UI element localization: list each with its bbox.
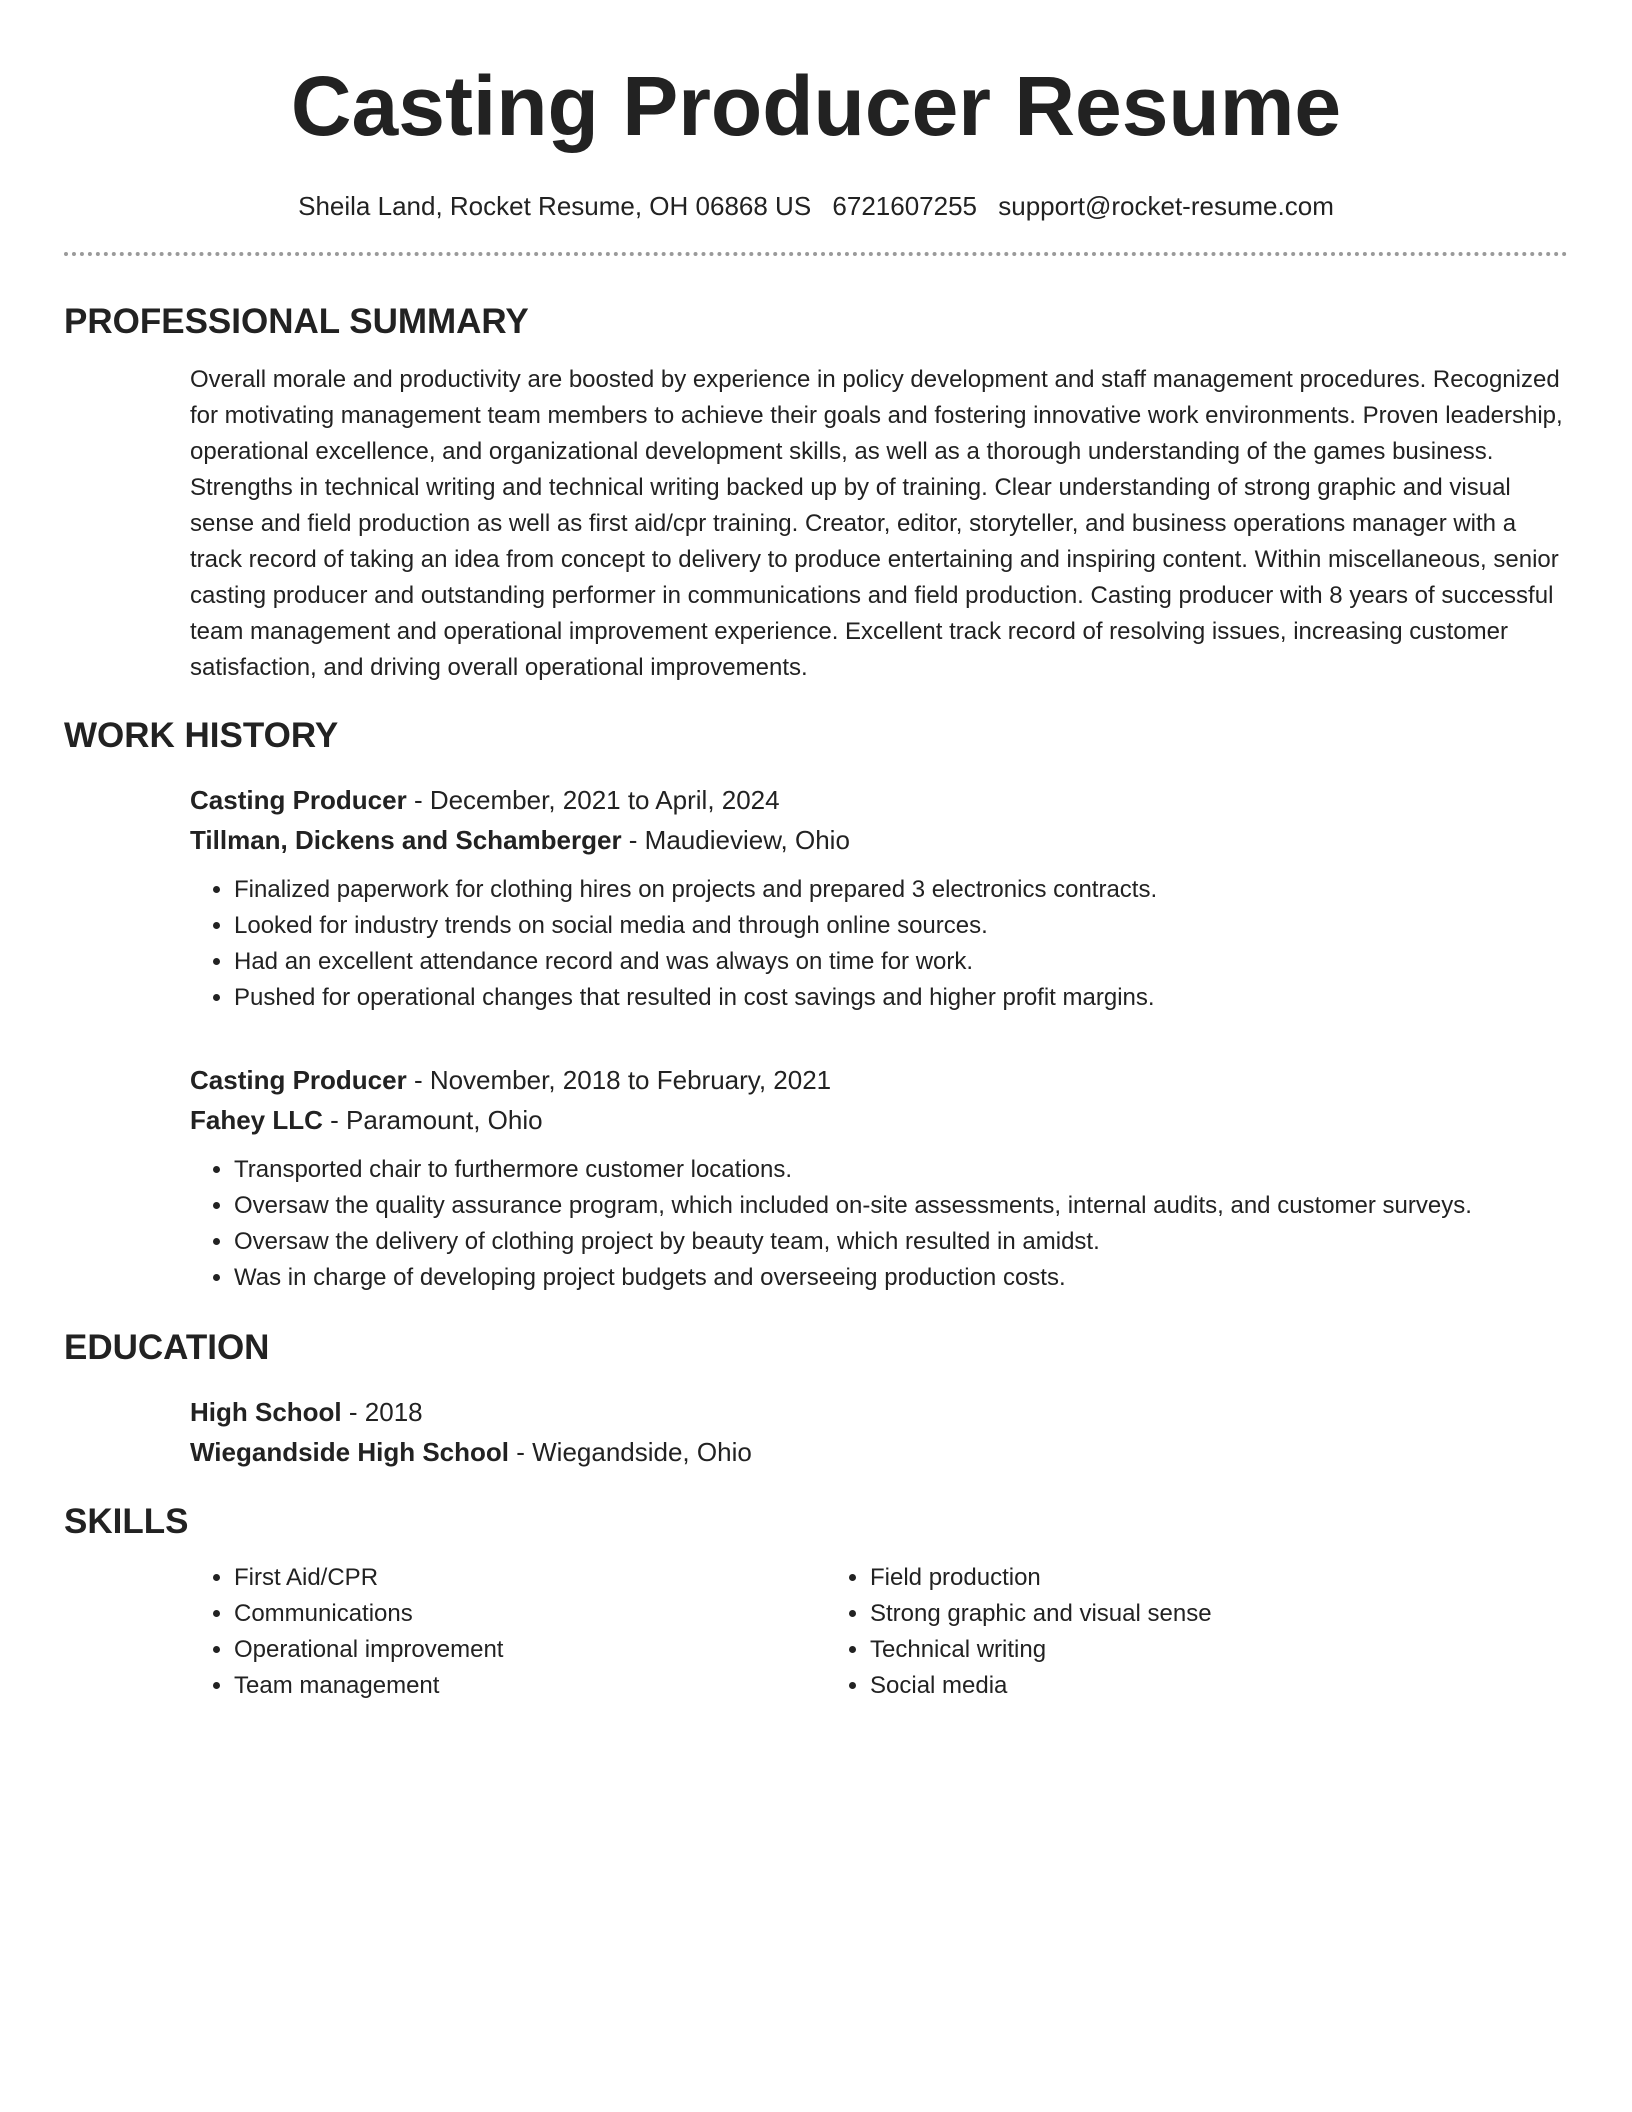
skills-heading: SKILLS: [64, 1502, 189, 1541]
job-location: - Paramount, Ohio: [322, 1105, 543, 1135]
education-school: Wiegandside High School: [190, 1437, 510, 1467]
skill-item: • Strong graphic and visual sense: [870, 1596, 1462, 1632]
education-school-line: [190, 1432, 1568, 1472]
job-duty: • Transported chair to furthermore customer locations.: [234, 1152, 1568, 1188]
job-duty: • Was in charge of developing project budgets and overseeing production costs.: [234, 1260, 1568, 1296]
summary-text: Overall morale and productivity are boosted by experience in policy development and staff management procedures. Recognized for motivating management team members to achieve their goals and fostering innovative work environments. Proven leadership, operational excellence, and organizational development skills, as well as a thorough understanding of the games business. Strengths in technical writing and technical writing backed up by of training. Clear understanding of strong graphic and visual sense and field production as well as first aid/cpr training. Creator, editor, storyteller, and business operations manager with a track record of taking an idea from concept to delivery to produce entertaining and inspiring content. Within miscellaneous, senior casting producer and outstanding performer in communications and field production. Casting producer with 8 years of successful team management and operational improvement experience. Excellent track record of resolving issues, increasing customer satisfaction, and driving overall operational improvements.: [190, 366, 1563, 681]
job-company-line: [190, 1100, 1568, 1140]
education-heading: EDUCATION: [64, 1328, 270, 1367]
skill-item: • Communications: [234, 1596, 826, 1632]
job-entry: [190, 780, 1568, 1016]
job-duties-list: [190, 1152, 1568, 1296]
header-divider: [64, 252, 1568, 256]
job-entry: [190, 1060, 1568, 1296]
education-year: - 2018: [341, 1397, 423, 1427]
job-title-line: [190, 1060, 1568, 1100]
job-title: Casting Producer: [190, 1065, 407, 1095]
education-degree: High School: [190, 1397, 342, 1427]
summary-heading: PROFESSIONAL SUMMARY: [64, 302, 529, 341]
job-company: Tillman, Dickens and Schamberger: [190, 825, 622, 855]
skill-item: • Social media: [870, 1668, 1462, 1704]
skill-item: • First Aid/CPR: [234, 1560, 826, 1596]
job-duties-list: [190, 872, 1568, 1016]
contact-phone: 6721607255: [832, 191, 978, 221]
page-title: Casting Producer Resume: [290, 59, 1342, 153]
skill-item: • Team management: [234, 1668, 826, 1704]
education-location: - Wiegandside, Ohio: [509, 1437, 752, 1467]
education-entry: [190, 1392, 1568, 1472]
skill-item: • Field production: [870, 1560, 1462, 1596]
skills-grid: [190, 1560, 1568, 1704]
job-company-line: [190, 820, 1568, 860]
job-duty: • Finalized paperwork for clothing hires on projects and prepared 3 electronics contracts.: [234, 872, 1568, 908]
contact-email: support@rocket-resume.com: [998, 191, 1334, 221]
job-duty: • Oversaw the delivery of clothing project by beauty team, which resulted in amidst.: [234, 1224, 1568, 1260]
job-title: Casting Producer: [190, 785, 407, 815]
skills-column-left: [190, 1560, 826, 1704]
education-degree-line: [190, 1392, 1568, 1432]
job-company: Fahey LLC: [190, 1105, 323, 1135]
job-duty: • Had an excellent attendance record and was always on time for work.: [234, 944, 1568, 980]
contact-line: [64, 190, 1568, 222]
contact-address: Sheila Land, Rocket Resume, OH 06868 US: [298, 191, 812, 221]
job-location: - Maudieview, Ohio: [621, 825, 850, 855]
skill-item: • Operational improvement: [234, 1632, 826, 1668]
job-dates: - December, 2021 to April, 2024: [406, 785, 780, 815]
job-title-line: [190, 780, 1568, 820]
job-duty: • Oversaw the quality assurance program, which included on-site assessments, internal audits, and customer surveys.: [234, 1188, 1568, 1224]
job-duty: • Looked for industry trends on social media and through online sources.: [234, 908, 1568, 944]
job-dates: - November, 2018 to February, 2021: [406, 1065, 832, 1095]
skill-item: • Technical writing: [870, 1632, 1462, 1668]
skills-column-right: [826, 1560, 1462, 1704]
job-duty: • Pushed for operational changes that resulted in cost savings and higher profit margins.: [234, 980, 1568, 1016]
work-history-heading: WORK HISTORY: [64, 716, 339, 755]
